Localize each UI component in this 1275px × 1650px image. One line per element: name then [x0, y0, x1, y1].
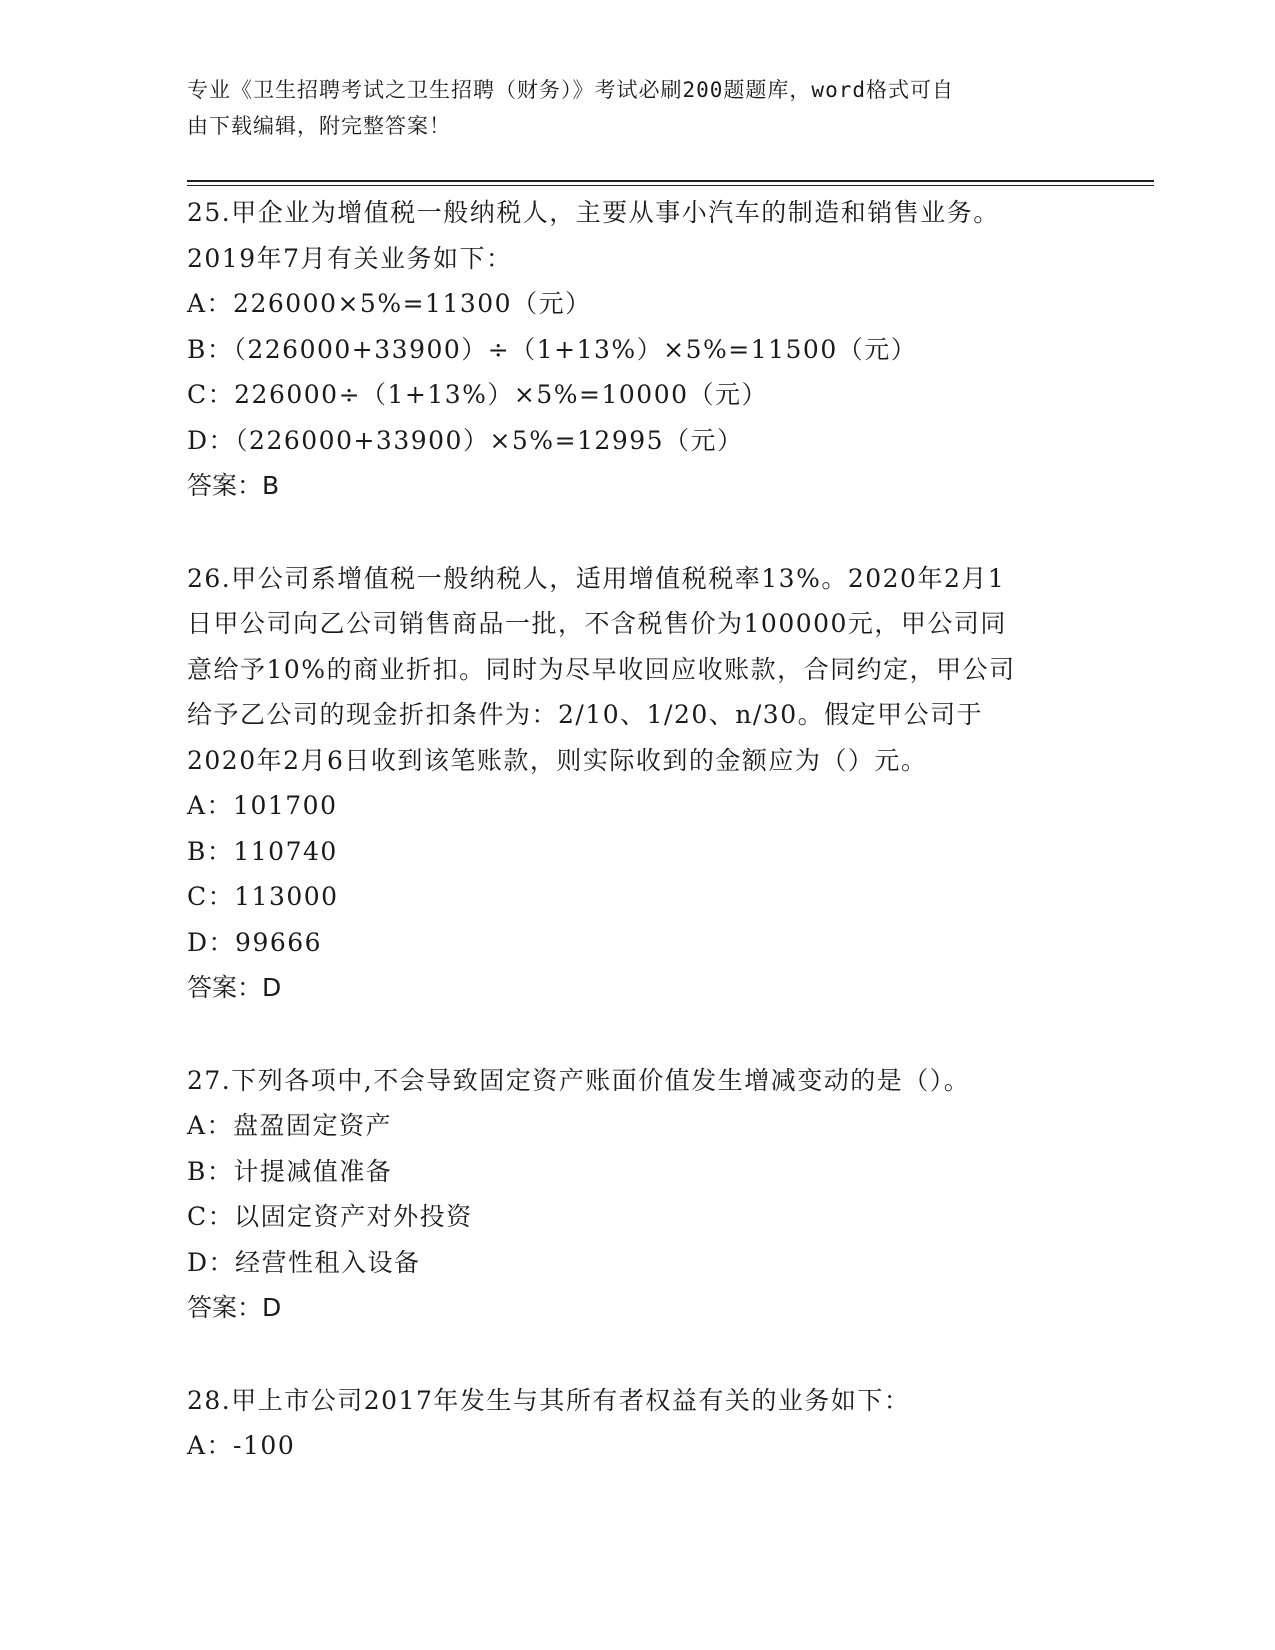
option-a: A：-100: [187, 1431, 296, 1460]
answer-line: 答案：D: [187, 973, 282, 1002]
question-text: 25.甲企业为增值税一般纳税人，主要从事小汽车的制造和销售业务。: [187, 198, 1000, 227]
divider-thick: [187, 180, 1154, 182]
option-a: A：226000×5%=11300（元）: [187, 289, 592, 318]
answer-line: 答案：B: [187, 471, 280, 500]
option-a: A：盘盈固定资产: [187, 1111, 393, 1140]
option-b: B：计提减值准备: [187, 1156, 393, 1186]
question-text: 日甲公司向乙公司销售商品一批，不含税售价为100000元，甲公司同: [187, 609, 1007, 638]
header-divider: [187, 180, 1154, 186]
question-25: [187, 190, 1087, 509]
question-text: 意给予10%的商业折扣。同时为尽早收回应收账款，合同约定，甲公司: [187, 654, 1016, 684]
option-a: A：101700: [187, 791, 338, 820]
option-c: C：以固定资产对外投资: [187, 1202, 473, 1231]
question-text: 28.甲上市公司2017年发生与其所有者权益有关的业务如下：: [187, 1385, 911, 1415]
option-d: D：经营性租入设备: [187, 1247, 421, 1277]
question-list: [187, 190, 1087, 1469]
document-header: [187, 72, 1067, 144]
question-27: [187, 1058, 1087, 1331]
question-28: [187, 1378, 1087, 1469]
question-text: 27.下列各项中,不会导致固定资产账面价值发生增减变动的是（）。: [187, 1065, 971, 1095]
option-d: D：（226000+33900）×5%=12995（元）: [187, 425, 744, 455]
question-text: 2020年2月6日收到该笔账款，则实际收到的金额应为（）元。: [187, 745, 928, 775]
question-26: [187, 556, 1087, 1011]
question-text: 26.甲公司系增值税一般纳税人，适用增值税税率13%。2020年2月1: [187, 563, 1006, 593]
header-line-1: 专业《卫生招聘考试之卫生招聘（财务）》考试必刷200题题库，word格式可自: [187, 78, 954, 102]
option-c: C：113000: [187, 882, 339, 911]
question-text: 给予乙公司的现金折扣条件为：2/10、1/20、n/30。假定甲公司于: [187, 700, 984, 729]
option-b: B：（226000+33900）÷（1+13%）×5%=11500（元）: [187, 334, 918, 364]
option-b: B：110740: [187, 836, 338, 866]
question-text: 2019年7月有关业务如下：: [187, 243, 513, 273]
header-line-2: 由下载编辑，附完整答案！: [187, 114, 451, 138]
option-d: D：99666: [187, 927, 323, 957]
option-c: C：226000÷（1+13%）×5%=10000（元）: [187, 380, 769, 409]
divider-thin: [187, 185, 1154, 186]
answer-line: 答案：D: [187, 1293, 282, 1322]
